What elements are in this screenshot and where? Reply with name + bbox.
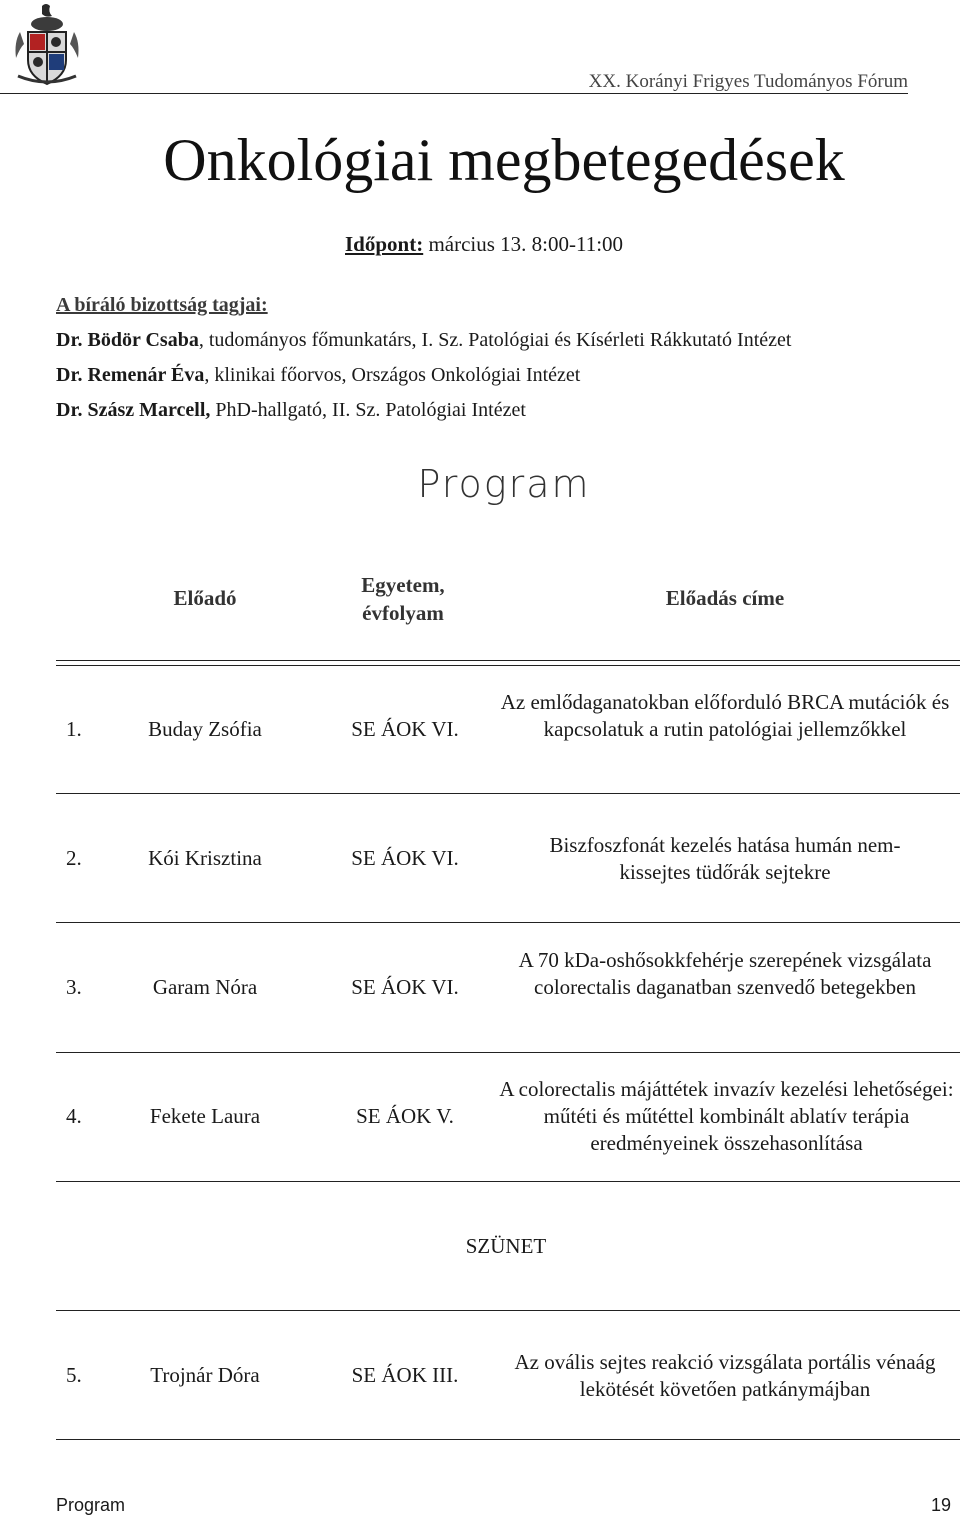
coat-of-arms-logo xyxy=(12,2,82,90)
break-label: SZÜNET xyxy=(465,1234,547,1258)
row-divider xyxy=(56,1439,960,1440)
row-speaker: Buday Zsófia xyxy=(148,717,262,741)
page-number: 19 xyxy=(930,1495,951,1515)
committee xyxy=(56,288,791,428)
session-time xyxy=(345,232,623,257)
committee-member xyxy=(56,323,791,358)
row-university: SE ÁOK VI. xyxy=(351,846,459,870)
row-university: SE ÁOK VI. xyxy=(351,975,459,999)
committee-member xyxy=(56,393,791,428)
member-affiliation: , klinikai főorvos, Országos Onkológiai Intézet xyxy=(204,364,581,386)
row-speaker: Kói Krisztina xyxy=(148,846,262,870)
row-title: Biszfoszfonát kezelés hatása humán nem-kissejtes tüdőrák sejtekre xyxy=(549,833,901,884)
row-number: 4. xyxy=(66,1104,82,1128)
member-name: Szász Marcell, xyxy=(87,399,211,421)
column-header-university-line1: Egyetem, xyxy=(361,573,445,597)
table-header-divider xyxy=(56,660,960,666)
row-number: 3. xyxy=(66,975,82,999)
header-title: XX. Korányi Frigyes Tudományos Fórum xyxy=(588,71,908,92)
member-prefix: Dr. xyxy=(56,364,88,386)
row-speaker: Garam Nóra xyxy=(152,975,258,999)
member-prefix: Dr. xyxy=(56,399,88,421)
member-name: Bödör Csaba xyxy=(87,329,199,351)
row-title: Az ovális sejtes reakció vizsgálata portális vénaág lekötését követően patkánymájban xyxy=(514,1350,936,1401)
row-speaker: Fekete Laura xyxy=(149,1104,261,1128)
row-number: 5. xyxy=(66,1363,82,1387)
footer-section: Program xyxy=(56,1495,126,1515)
row-divider xyxy=(56,1181,960,1182)
column-header-speaker: Előadó xyxy=(173,586,237,610)
page-title: Onkológiai megbetegedések xyxy=(163,127,845,193)
member-name: Remenár Éva xyxy=(87,364,205,386)
column-header-university xyxy=(318,571,488,627)
program-heading: Program xyxy=(417,462,591,506)
row-speaker: Trojnár Dóra xyxy=(150,1363,260,1387)
header-divider xyxy=(0,93,908,94)
row-divider xyxy=(56,1052,960,1053)
row-title: A 70 kDa-oshősokkfehérje szerepének vizsgálata colorectalis daganatban szenvedő betegekben xyxy=(518,948,932,999)
committee-heading: A bíráló bizottság tagjai: xyxy=(56,294,268,316)
column-header-title: Előadás címe xyxy=(665,586,785,610)
time-label: Időpont: xyxy=(345,232,424,256)
member-affiliation: PhD-hallgató, II. Sz. Patológiai Intézet xyxy=(210,399,526,421)
row-university: SE ÁOK VI. xyxy=(351,717,459,741)
committee-member xyxy=(56,358,791,393)
row-title: A colorectalis májáttétek invazív kezelési lehetőségei: műtéti és műtéttel kombinált ablatív terápia eredményeinek összehasonlítása xyxy=(499,1077,954,1155)
column-header-university-line2: évfolyam xyxy=(362,601,444,625)
time-value: március 13. 8:00-11:00 xyxy=(428,232,624,256)
row-divider xyxy=(56,922,960,923)
row-university: SE ÁOK III. xyxy=(351,1363,459,1387)
row-number: 1. xyxy=(66,717,82,741)
row-title: Az emlődaganatokban előforduló BRCA mutációk és kapcsolatuk a rutin patológiai jellemzőkkel xyxy=(500,690,950,741)
page-footer xyxy=(56,1495,951,1516)
row-divider xyxy=(56,793,960,794)
member-prefix: Dr. xyxy=(56,329,88,351)
member-affiliation: , tudományos főmunkatárs, I. Sz. Patológiai és Kísérleti Rákkutató Intézet xyxy=(198,329,792,351)
row-number: 2. xyxy=(66,846,82,870)
row-divider xyxy=(56,1310,960,1311)
row-university: SE ÁOK V. xyxy=(356,1104,454,1128)
